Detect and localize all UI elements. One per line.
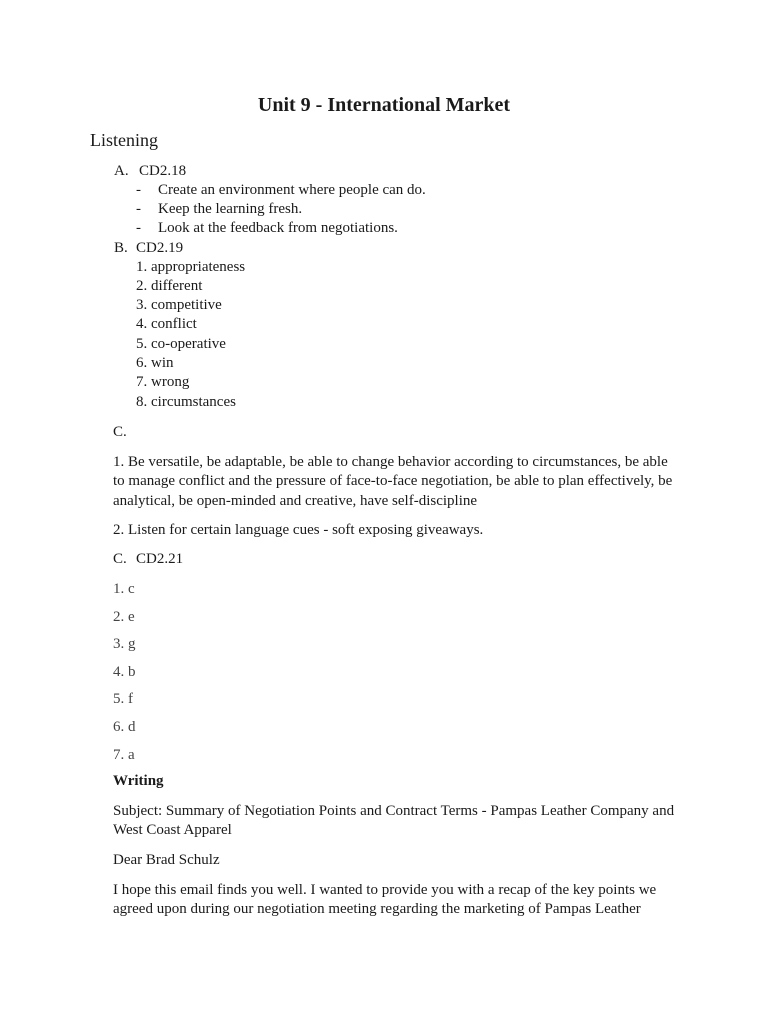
bullet-dash: - [136, 182, 141, 198]
list-item: Keep the learning fresh. [158, 201, 303, 217]
list-item: 1. appropriateness [136, 259, 246, 275]
part-c-paragraph-2: 2. Listen for certain language cues - soft exposing giveaways. [113, 522, 484, 538]
email-subject: Subject: Summary of Negotiation Points and Contract Terms - Pampas Leather Company and West Coast Apparel [113, 803, 675, 839]
writing-heading: Writing [113, 773, 164, 789]
list-item: 2. different [136, 278, 203, 294]
part-c-marker: C. [113, 424, 127, 440]
part-c2-marker: C. [113, 551, 127, 567]
bullet-dash: - [136, 220, 141, 236]
answer-item: 2. e [113, 609, 135, 625]
email-greeting: Dear Brad Schulz [113, 852, 220, 868]
answer-item: 3. g [113, 636, 136, 652]
part-a-label: CD2.18 [139, 163, 187, 179]
part-c2-label: CD2.21 [136, 551, 184, 567]
list-item: Look at the feedback from negotiations. [158, 220, 398, 236]
list-item: 8. circumstances [136, 394, 236, 410]
part-a-marker: A. [114, 163, 129, 179]
part-b-marker: B. [114, 240, 128, 256]
list-item: Create an environment where people can do. [158, 182, 426, 198]
listening-heading: Listening [90, 130, 158, 150]
answer-item: 4. b [113, 664, 136, 680]
email-body: I hope this email finds you well. I wanted to provide you with a recap of the key points we agreed upon during our negotiation meeting regarding the marketing of Pampas Leather [113, 882, 657, 918]
part-c-paragraph-1: 1. Be versatile, be adaptable, be able to change behavior according to circumstances, be able to manage conflict and the pressure of face-to-face negotiation, be able to plan effectively, be analytical, be open-minded and creative, have self-discipline [113, 454, 673, 509]
answer-item: 5. f [113, 691, 133, 707]
bullet-dash: - [136, 201, 141, 217]
list-item: 3. competitive [136, 297, 222, 313]
list-item: 4. conflict [136, 316, 197, 332]
part-b-label: CD2.19 [136, 240, 184, 256]
answer-item: 7. a [113, 747, 135, 763]
list-item: 5. co-operative [136, 336, 226, 352]
list-item: 6. win [136, 355, 174, 371]
answer-item: 1. c [113, 581, 135, 597]
document-title: Unit 9 - International Market [257, 94, 511, 116]
answer-item: 6. d [113, 719, 136, 735]
list-item: 7. wrong [136, 374, 190, 390]
